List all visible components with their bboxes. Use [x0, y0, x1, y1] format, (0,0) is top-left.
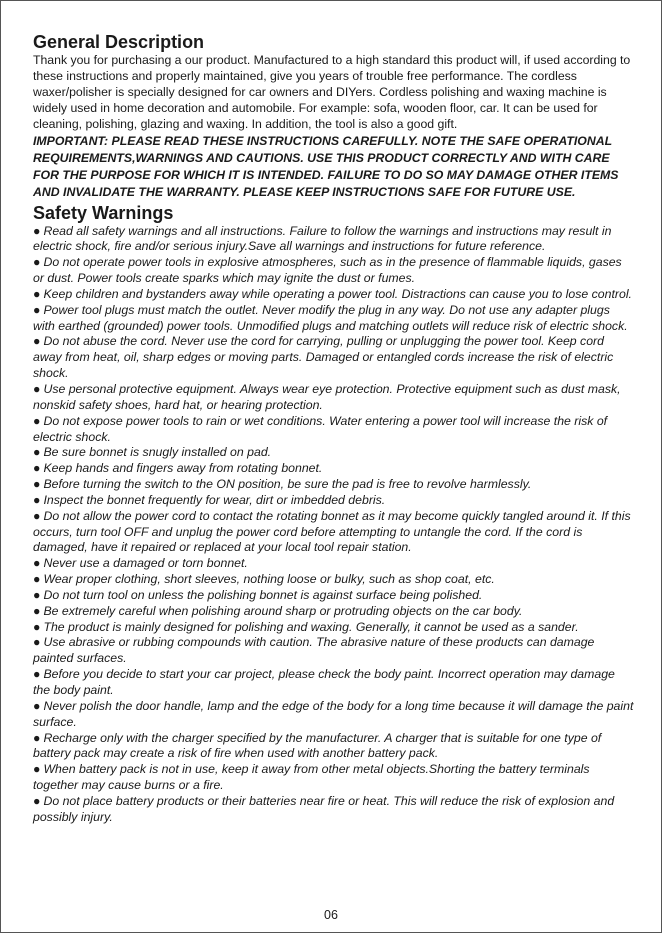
- safety-warning-text: Read all safety warnings and all instructions. Failure to follow the warnings and instructions may result in electric shock, fire and/or serious injury.Save all warnings and instructions for future reference.: [33, 223, 612, 254]
- safety-warning-item: [33, 414, 634, 446]
- safety-warning-item: [33, 731, 634, 763]
- safety-warning-text: Inspect the bonnet frequently for wear, dirt or imbedded debris.: [43, 492, 386, 507]
- safety-warning-text: Before turning the switch to the ON position, be sure the pad is free to revolve harmlessly.: [43, 477, 532, 492]
- safety-warning-text: Be sure bonnet is snugly installed on pad.: [43, 445, 272, 460]
- safety-warning-item: [33, 635, 634, 667]
- safety-warning-item: [33, 287, 634, 303]
- safety-warning-item: [33, 334, 634, 382]
- safety-warning-item: [33, 303, 634, 335]
- safety-warning-text: Never polish the door handle, lamp and the edge of the body for a long time because it will damage the paint surface.: [33, 698, 634, 729]
- safety-warning-text: When battery pack is not in use, keep it away from other metal objects.Shorting the battery terminals together may cause burns or a fire.: [33, 762, 590, 793]
- page-number: 06: [324, 908, 338, 922]
- safety-warning-item: [33, 493, 634, 509]
- safety-warning-item: [33, 477, 634, 493]
- safety-warning-text: Never use a damaged or torn bonnet.: [43, 556, 248, 571]
- safety-warning-item: [33, 762, 634, 794]
- bullet-icon: ●: [33, 572, 41, 587]
- bullet-icon: ●: [33, 603, 41, 618]
- bullet-icon: ●: [33, 255, 41, 270]
- safety-warning-item: [33, 224, 634, 256]
- bullet-icon: ●: [33, 793, 41, 808]
- important-notice: IMPORTANT: PLEASE READ THESE INSTRUCTIONS CAREFULLY. NOTE THE SAFE OPERATIONAL REQUIREMENTS,WARNINGS AND CAUTIONS. USE THIS PRODUCT CORRECTLY AND WITH CARE FOR THE PURPOSE FOR WHICH IT IS INTENDED. FAILURE TO DO SO MAY DAMAGE OTHER ITEMS AND INVALIDATE THE WARRANTY. PLEASE KEEP INSTRUCTIONS SAFE FOR FUTURE USE.: [33, 133, 619, 199]
- safety-warning-item: [33, 588, 634, 604]
- safety-warning-text: Recharge only with the charger specified by the manufacturer. A charger that is suitable for one type of battery pack may create a risk of fire when used with another battery pack.: [33, 730, 602, 761]
- safety-warning-item: [33, 255, 634, 287]
- safety-warning-item: [33, 572, 634, 588]
- safety-warning-item: [33, 445, 634, 461]
- safety-warning-item: [33, 667, 634, 699]
- safety-warning-item: [33, 556, 634, 572]
- safety-warning-text: Do not place battery products or their batteries near fire or heat. This will reduce the risk of explosion and possibly injury.: [33, 793, 615, 824]
- safety-warning-text: Keep hands and fingers away from rotating bonnet.: [43, 461, 323, 476]
- bullet-icon: ●: [33, 223, 41, 238]
- safety-warning-item: [33, 699, 634, 731]
- safety-warning-item: [33, 509, 634, 557]
- safety-warning-item: [33, 382, 634, 414]
- safety-warning-item: [33, 604, 634, 620]
- safety-warning-text: Do not operate power tools in explosive atmospheres, such as in the presence of flammable liquids, gases or dust. Power tools create sparks which may ignite the dust or fumes.: [33, 255, 622, 286]
- page-content: [33, 31, 634, 826]
- bullet-icon: ●: [33, 492, 41, 507]
- bullet-icon: ●: [33, 413, 41, 428]
- safety-warning-text: Do not expose power tools to rain or wet conditions. Water entering a power tool will increase the risk of electric shock.: [33, 413, 608, 444]
- bullet-icon: ●: [33, 381, 41, 396]
- safety-warning-text: Do not allow the power cord to contact the rotating bonnet as it may become quickly tangled around it. If this occurs, turn tool OFF and unplug the power cord before attempting to untangle the cord. If the cord is damaged, have it repaired or replaced at your local tool repair station.: [33, 508, 631, 555]
- bullet-icon: ●: [33, 619, 41, 634]
- bullet-icon: ●: [33, 730, 41, 745]
- bullet-icon: ●: [33, 587, 41, 602]
- bullet-icon: ●: [33, 667, 41, 682]
- safety-warning-item: [33, 794, 634, 826]
- bullet-icon: ●: [33, 508, 41, 523]
- safety-warning-text: Do not turn tool on unless the polishing bonnet is against surface being polished.: [43, 587, 483, 602]
- bullet-icon: ●: [33, 556, 41, 571]
- general-description-text: Thank you for purchasing a our product. Manufactured to a high standard this product will, if used according to these instructions and properly maintained, give you years of trouble free performance. The cordless waxer/polisher is specially designed for car owners and DIYers. Cordless polishing and waxing machine is widely used in home decoration and automobile. For example: sofa, wooden floor, car. It can be used for cleaning, polishing, glazing and waxing. In addition, the tool is also a good gift.: [33, 53, 631, 131]
- safety-warning-item: [33, 620, 634, 636]
- safety-warning-text: Be extremely careful when polishing around sharp or protruding objects on the car body.: [43, 603, 523, 618]
- safety-warning-text: Use abrasive or rubbing compounds with caution. The abrasive nature of these products can damage painted surfaces.: [33, 635, 595, 666]
- bullet-icon: ●: [33, 762, 41, 777]
- safety-warnings-heading: Safety Warnings: [33, 202, 174, 223]
- bullet-icon: ●: [33, 461, 41, 476]
- bullet-icon: ●: [33, 286, 41, 301]
- safety-warning-text: Before you decide to start your car project, please check the body paint. Incorrect operation may damage the body paint.: [33, 667, 615, 697]
- safety-warning-text: The product is mainly designed for polishing and waxing. Generally, it cannot be used as a sander.: [43, 619, 579, 634]
- bullet-icon: ●: [33, 334, 41, 349]
- safety-warning-text: Power tool plugs must match the outlet. Never modify the plug in any way. Do not use any adapter plugs with earthed (grounded) power tools. Unmodified plugs and matching outlets will reduce risk of electric shock.: [33, 302, 628, 333]
- general-description-heading: General Description: [33, 32, 205, 52]
- bullet-icon: ●: [33, 698, 41, 713]
- safety-warnings-list: [33, 224, 634, 826]
- safety-warning-text: Do not abuse the cord. Never use the cord for carrying, pulling or unplugging the power tool. Keep cord away from heat, oil, sharp edges or moving parts. Damaged or entangled cords increase the risk of electric shock.: [33, 334, 614, 381]
- safety-warning-text: Wear proper clothing, short sleeves, nothing loose or bulky, such as shop coat, etc.: [43, 572, 495, 587]
- bullet-icon: ●: [33, 302, 41, 317]
- safety-warning-item: [33, 461, 634, 477]
- bullet-icon: ●: [33, 477, 41, 492]
- safety-warning-text: Use personal protective equipment. Always wear eye protection. Protective equipment such as dust mask, nonskid safety shoes, hard hat, or hearing protection.: [33, 381, 621, 412]
- bullet-icon: ●: [33, 635, 41, 650]
- bullet-icon: ●: [33, 445, 41, 460]
- safety-warning-text: Keep children and bystanders away while operating a power tool. Distractions can cause you to lose control.: [43, 286, 632, 301]
